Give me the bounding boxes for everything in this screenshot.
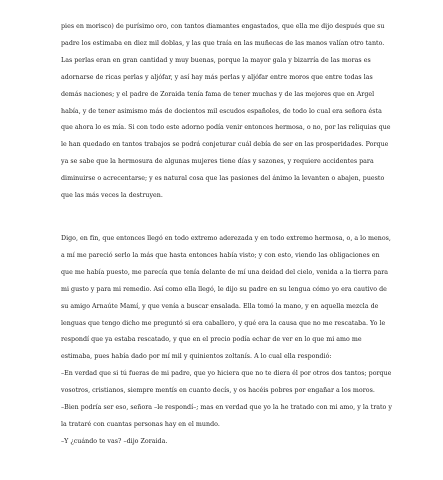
paragraph: –En verdad que si tú fueras de mi padre, que yo hiciera que no te diera él por otros dos tantos; porque vosotros, cristianos, siempre mentís en cuanto decís, y os hacéis pobres por engañar a los moros. xyxy=(61,370,392,395)
paragraph: pies en morisco) de purísimo oro, con tantos diamantes engastados, que ella me dijo después que su padre los estimaba en diez mil doblas, y las que traía en las muñecas de las manos valían otro tanto. Las perlas eran en gran cantidad y muy buenas, porque la mayor gala y bizarría de las moras es adornarse de ricas perlas y aljófar, y así hay más perlas y aljófar entre moros que entre todas las demás naciones; y el padre de Zoraida tenía fama de tener muchas y de las mejores que en Argel había, y de tener asimismo más de docientos mil escudos españoles, de todo lo cual era señora ésta que ahora lo es mía. Si con todo este adorno podía venir entonces hermosa, o no, por las reliquias que le han quedado en tantos trabajos se podrá conjeturar cuál debía de ser en las prosperidades. Porque ya se sabe que la hermosura de algunas mujeres tiene días y sazones, y requiere accidentes para diminuirse o acrecentarse; y es natural cosa que las pasiones del ánimo la levanten o abajen, puesto que las más veces la destruyen. xyxy=(61,23,391,200)
paragraph: Digo, en fin, que entonces llegó en todo extremo aderezada y en todo extremo hermosa, o, a lo menos, a mí me pareció serlo la más que hasta entonces había visto; y con esto, viendo las obligaciones en que me había puesto, me parecía que tenía delante de mí una deidad del cielo, venida a la tierra para mi gusto y para mi remedio. Así como ella llegó, le dijo su padre en su lengua cómo yo era cautivo de su amigo Arnaúte Mamí, y que venía a buscar ensalada. Ella tomó la mano, y en aquella mezcla de lenguas que tengo dicho me preguntó si era caballero, y qué era la causa que no me rescataba. Yo le respondí que ya estaba rescatado, y que en el precio podía echar de ver en lo que mi amo me estimaba, pues había dado por mí mil y quinientos zoltanís. A lo cual ella respondió: xyxy=(61,235,391,361)
text-block-upper xyxy=(61,19,393,205)
paragraph: –Y ¿cuándo te vas? –dijo Zoraida. xyxy=(61,437,168,445)
paragraph: –Bien podría ser eso, señora –le respondí–; mas en verdad que yo la he tratado con mi amo, y la trato y la trataré con cuantas personas hay en el mundo. xyxy=(61,404,392,428)
text-block-lower xyxy=(61,231,393,451)
